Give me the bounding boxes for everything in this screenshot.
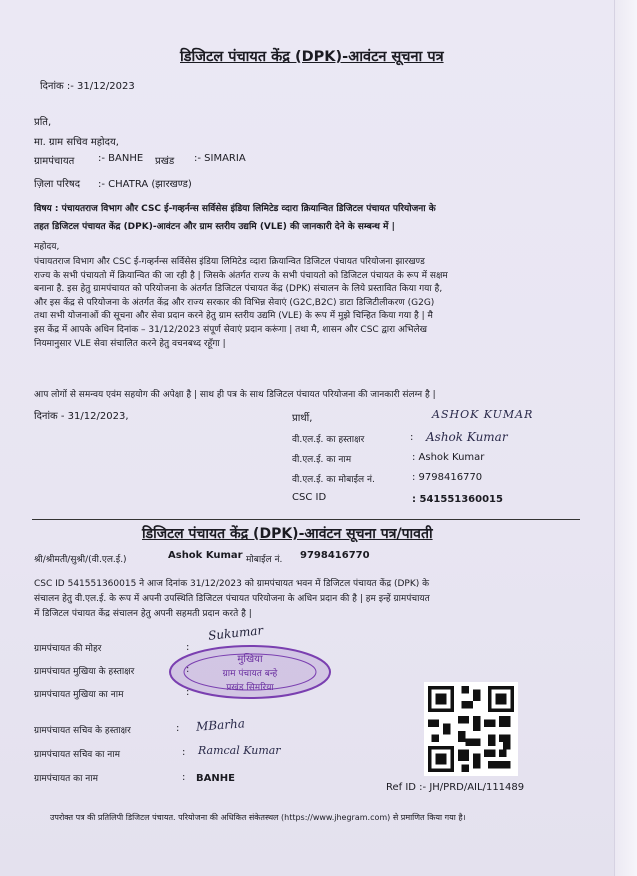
colon: :	[410, 432, 414, 443]
date-line: दिनांक :- 31/12/2023	[40, 81, 135, 92]
panchayat-name-label: ग्रामपंचायत का नाम	[34, 774, 98, 784]
receipt-line-2: संचालन हेतु वी.एल.ई. के रूप में अपनी उपस्थिति डिजिटल पंचायत परियोजना के अधिन प्रदान की है | हम इन्हें ग्रामपंचायत	[34, 594, 430, 604]
colon: :	[182, 747, 186, 758]
body-line: बनाना है. इस हेतु ग्रामपंचायत को परियोजना के अंतर्गत डिजिटल पंचायत केंद्र (DPK) संचालन के लिये प्रस्तावित किया गया है,	[34, 284, 443, 295]
secretary-name: Ramcal Kumar	[198, 744, 281, 757]
subject-line-2: तहत डिजिटल पंचायत केंद्र (DPK)-आवंटन और ग्राम स्तरीय उद्यमि (VLE) की जानकारी देने के सम्बन्ध में |	[34, 222, 395, 232]
subject-line-1: विषय : पंचायतराज विभाग और CSC ई-गव्हर्नन्स सर्विसेस इंडिया लिमिटेड व्दारा क्रियान्वित डिजिटल पंचायत परियोजना के	[34, 204, 436, 214]
receipt-vle-prefix: श्री/श्रीमती/सुश्री/(वी.एल.ई.)	[34, 555, 127, 565]
page-edge	[614, 0, 637, 876]
vle-signature-label: वी.एल.ई. का हस्ताक्षर	[292, 435, 365, 445]
panchayat-value: :- BANHE	[98, 153, 144, 164]
panchayat-stamp	[165, 640, 335, 702]
applicant-label: प्रार्थी,	[292, 413, 313, 424]
receipt-line-1: CSC ID 541551360015 ने आज दिनांक 31/12/2023 को ग्रामपंचायत भवन में डिजिटल पंचायत केंद्र (DPK) के	[34, 579, 430, 589]
secretary-sign-label: ग्रामपंचायत सचिव के हस्ताक्षर	[34, 726, 131, 736]
receipt-mobile: 9798416770	[300, 550, 370, 561]
block-label: प्रखंड	[155, 156, 175, 167]
receipt-line-3: में डिजिटल पंचायत केंद्र संचालन हेतु अपनी सहमती प्रदान करते है |	[34, 609, 252, 619]
secretary-name-label: ग्रामपंचायत सचिव का नाम	[34, 750, 120, 760]
block-value: :- SIMARIA	[194, 153, 246, 164]
salutation: महोदय,	[34, 242, 60, 252]
panchayat-label: ग्रामपंचायत	[34, 156, 75, 167]
footer-note: उपरोक्त पत्र की प्रतिलिपी डिजिटल पंचायत. परियोजना की अधिकित संकेतस्थल (https://www.jhegram.com) से प्रमाणित किया गया है।	[50, 813, 466, 822]
panchayat-name-value: BANHE	[196, 773, 235, 784]
applicant-handwritten: ASHOK KUMAR	[432, 408, 534, 421]
vle-mobile-label: वी.एल.ई. का मोबाईल नं.	[292, 475, 375, 485]
body-paragraph	[34, 256, 448, 351]
mukhiya-signature: Sukumar	[207, 623, 264, 643]
vle-name-label: वी.एल.ई. का नाम	[292, 455, 352, 465]
colon: :	[186, 642, 190, 653]
address-to: प्रति,	[34, 117, 52, 128]
stamp-text-2: ग्राम पंचायत बन्हे	[222, 669, 278, 679]
body-line: राज्य के सभी पंचायतो में क्रियान्वित की जा रही है | जिसके अंतर्गत राज्य के सभी पंचायतो को डिजिटल पंचायत के रूप में सक्षम	[34, 270, 448, 281]
stamp-text-3: प्रखंड सिमरिया	[226, 683, 274, 693]
document-title: डिजिटल पंचायत केंद्र (DPK)-आवंटन सूचना पत्र	[180, 49, 444, 65]
receipt-mobile-label: मोबाईल नं.	[246, 555, 283, 565]
colon: :	[176, 723, 180, 734]
receipt-vle-name: Ashok Kumar	[168, 550, 243, 561]
body-line: नियमानुसार VLE सेवा संचालित करने हेतु वचनबध्द रहूँगा |	[34, 338, 226, 349]
vle-mobile-value: : 9798416770	[412, 472, 483, 483]
section-divider	[32, 519, 580, 520]
seal-label: ग्रामपंचायत की मोहर	[34, 644, 102, 654]
sign-date: दिनांक - 31/12/2023,	[34, 411, 129, 422]
district-value: :- CHATRA (झारखण्ड)	[98, 179, 192, 190]
csc-id-value: : 541551360015	[412, 494, 503, 505]
qr-code	[424, 682, 518, 776]
body-line: इस केंद्र में आपके अधिन दिनांक – 31/12/2023 संपूर्ण सेवाएं प्रदान करूंगा | तथा मै, शासन और CSC द्वारा अभिलेख	[34, 324, 427, 335]
mukhiya-name-label: ग्रामपंचायत मुखिया का नाम	[34, 690, 124, 700]
body-line: तथा सभी योजनाओं की सूचना और सेवा प्रदान करने हेतु ग्राम स्तरीय उद्यमि (VLE) के रूप में मुझे चिन्हित किया गया है | मै	[34, 311, 433, 322]
receipt-title: डिजिटल पंचायत केंद्र (DPK)-आवंटन सूचना पत्र/पावती	[142, 526, 433, 542]
closing-line: आप लोगों से समन्वय एवंम सहयोग की अपेक्षा है | साथ ही पत्र के साथ डिजिटल पंचायत परियोजना की जानकारी संलग्न है |	[34, 390, 436, 400]
mukhiya-sign-label: ग्रामपंचायत मुखिया के हस्ताक्षर	[34, 667, 135, 677]
colon: :	[186, 687, 190, 698]
stamp-text-1: मुखिया	[237, 654, 263, 665]
vle-name-value: : Ashok Kumar	[412, 452, 485, 463]
body-line: पंचायतराज विभाग और CSC ई-गव्हर्नन्स सर्विसेस इंडिया लिमिटेड व्दारा क्रियान्वित डिजिटल पंचायत परियोजना झारखण्ड	[34, 257, 425, 267]
colon: :	[182, 772, 186, 783]
vle-signature: Ashok Kumar	[426, 430, 508, 444]
body-line: और इस केंद्र से परियोजना के अंतर्गत केंद्र और राज्य सरकार की विभिन्न सेवाएं (G2C,B2C) डाटा डिजिटीलीकरण (G2G)	[34, 297, 435, 308]
addressee: मा. ग्राम सचिव महोदय,	[34, 137, 119, 148]
ref-id: Ref ID :- JH/PRD/AIL/111489	[386, 782, 525, 793]
district-label: ज़िला परिषद	[34, 179, 81, 190]
secretary-signature: MBarha	[195, 716, 246, 734]
csc-id-label: CSC ID	[292, 492, 327, 503]
